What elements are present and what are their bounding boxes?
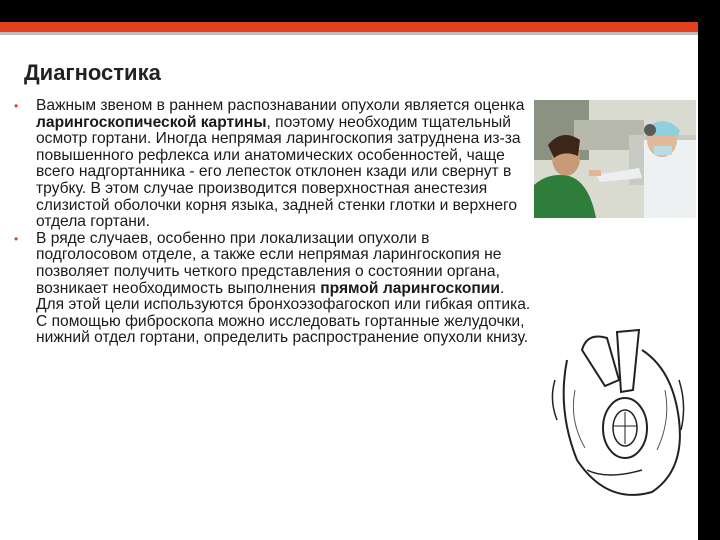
bullet-item [14, 231, 532, 347]
bold-term: ларингоскопической картины [36, 113, 267, 131]
laryngoscope-illustration [547, 320, 690, 512]
top-divider-line [0, 32, 720, 35]
bullet-item [14, 98, 532, 231]
bullet-text-2 [36, 230, 530, 347]
top-accent-bar [0, 22, 720, 32]
bullet-text-part: , поэтому необходим тщательный осмотр гортани. Иногда непрямая ларингоскопия затруднена из-за повышенного рефлекса или анатомических особенностей, чаще всего надгортанника - его лепесток отклонен кзади или свернут в трубку. В этом случае производится поверхностная анестезия слизистой оболочки корня языка, задней стенки глотки и верхнего отдела гортани. [36, 113, 521, 231]
bullet-text-part: Важным звеном в раннем распознавании опухоли является оценка [36, 97, 525, 114]
bullet-icon: • [14, 99, 19, 113]
slide-title: Диагностика [24, 60, 161, 85]
bullet-text-1 [36, 97, 524, 230]
right-edge-bar [698, 0, 720, 540]
top-black-bar [0, 0, 720, 22]
bold-term: прямой ларингоскопии [320, 279, 500, 297]
laryngoscopy-exam-photo [534, 100, 696, 218]
bullet-list [14, 98, 532, 347]
bullet-icon: • [14, 231, 19, 246]
bullet-text-part: В ряде случаев, особенно при локализации опухоли в подголосовом отделе, а также если непрямая ларингоскопия не позволяет получить четкого представления о состоянии органа, возникает необходимость выполнения [36, 229, 502, 297]
bullet-text-part: . Для этой цели используются бронхоэзофагоскоп или гибкая оптика. С помощью фиброскопа можно исследовать гортанные желудочки, нижний отдел гортани, определить распространение опухоли книзу. [36, 279, 531, 347]
